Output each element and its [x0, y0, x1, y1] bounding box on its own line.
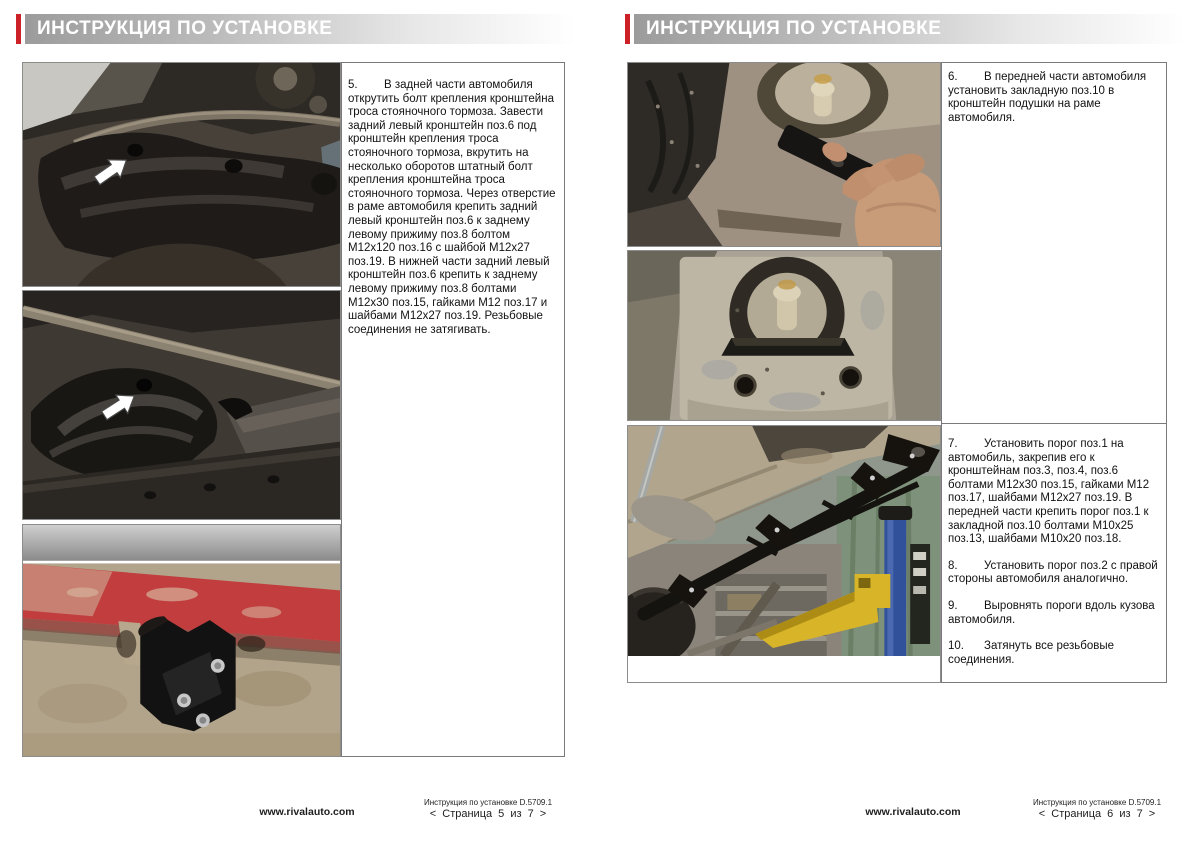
doc-reference: Инструкция по установке D.5709.1 [1032, 798, 1162, 807]
step-8 [948, 560, 1162, 587]
pagination [398, 808, 578, 821]
page1-footnote [398, 798, 578, 821]
site-link[interactable]: www.rivalauto.com [259, 806, 355, 818]
step-text: В задней части автомобиля открутить болт крепления кронштейна троса стояночного тормоза. Завести задний левый кронштейн поз.6 под кронштейн крепления троса стояночного тормоза, вкрутить на несколько оборотов штатный болт крепления кронштейна троса стояночного тормоза. Через отверстие в раме автомобиля крепить задний левый кронштейн поз.6 к заднему левому прижиму поз.8 болтом М12х120 поз.16 с шайбой М12х27 поз.19. В нижней части задний левый кронштейн поз.6 крепить к заднему левому прижиму поз.8 болтами М12х30 поз.15, гайками М12 поз.17 и шайбами М12х27 поз.19. Резьбовые соединения не затягивать. [348, 79, 556, 336]
photo-rear-frame-hole-2 [22, 290, 341, 520]
page2-instruction-box-bottom [941, 423, 1167, 683]
page2-title: ИНСТРУКЦИЯ ПО УСТАНОВКЕ [646, 18, 942, 39]
step-number: 5. [348, 79, 358, 91]
page1-instruction-box [341, 62, 565, 757]
underbody-photo-svg [23, 525, 340, 756]
pagination [1007, 808, 1187, 821]
step-number: 7. [948, 438, 958, 450]
red-accent-bar [625, 14, 630, 44]
step-text: Затянуть все резьбовые соединения. [948, 640, 1115, 666]
doc-reference: Инструкция по установке D.5709.1 [423, 798, 553, 807]
step-9 [948, 600, 1162, 627]
step-10 [948, 640, 1162, 667]
step-text: Установить порог поз.2 с правой стороны автомобиля аналогично. [948, 559, 1158, 586]
photo-rocker-rail-installed [627, 425, 941, 683]
red-accent-bar [16, 14, 21, 44]
next-page-arrow[interactable]: > [1148, 808, 1156, 820]
page2-footnote [1007, 798, 1187, 821]
step-6 [948, 71, 1162, 125]
underbody-photo-svg [628, 251, 940, 420]
underbody-photo-svg [23, 291, 340, 519]
site-link[interactable]: www.rivalauto.com [865, 806, 961, 818]
underbody-photo-svg [23, 63, 340, 286]
photo-rear-bracket-installed-3 [22, 524, 341, 757]
page-indicator: Страница 6 из 7 [1051, 808, 1143, 820]
step-text: Установить порог поз.1 на автомобиль, закрепив его к кронштейнам поз.3, поз.4, поз.6 болтами М12х30 поз.15, гайками М12 поз.17, шайбами М12х27 поз.19. В передней части крепить порог поз.1 к закладной поз.10 болтами М10х25 поз.13, шайбами М10х20 поз.18. [948, 438, 1150, 546]
step-number: 9. [948, 599, 958, 612]
prev-page-arrow[interactable]: < [1038, 808, 1046, 820]
photo-plate-installed [627, 250, 941, 421]
step-number: 10. [948, 640, 964, 653]
photo-rear-parking-brake-bolt-1 [22, 62, 341, 287]
page2-header-bar [625, 14, 1185, 44]
page1-title: ИНСТРУКЦИЯ ПО УСТАНОВКЕ [37, 18, 333, 39]
underbody-photo-svg [628, 63, 940, 246]
next-page-arrow[interactable]: > [539, 808, 547, 820]
step-text: Выровнять пороги вдоль кузова автомобиля. [948, 599, 1155, 626]
step-number: 6. [948, 71, 958, 83]
underbody-photo-svg [628, 426, 940, 656]
page1-header-bar [16, 14, 576, 44]
step-number: 8. [948, 559, 958, 572]
step-5 [348, 79, 560, 337]
photo-hand-insert-plate [627, 62, 941, 247]
page2-instruction-box-top [941, 62, 1167, 424]
step-text: В передней части автомобиля установить закладную поз.10 в кронштейн подушки на раме автомобиля. [948, 71, 1147, 124]
step-7 [948, 438, 1162, 547]
prev-page-arrow[interactable]: < [429, 808, 437, 820]
page-indicator: Страница 5 из 7 [442, 808, 534, 820]
